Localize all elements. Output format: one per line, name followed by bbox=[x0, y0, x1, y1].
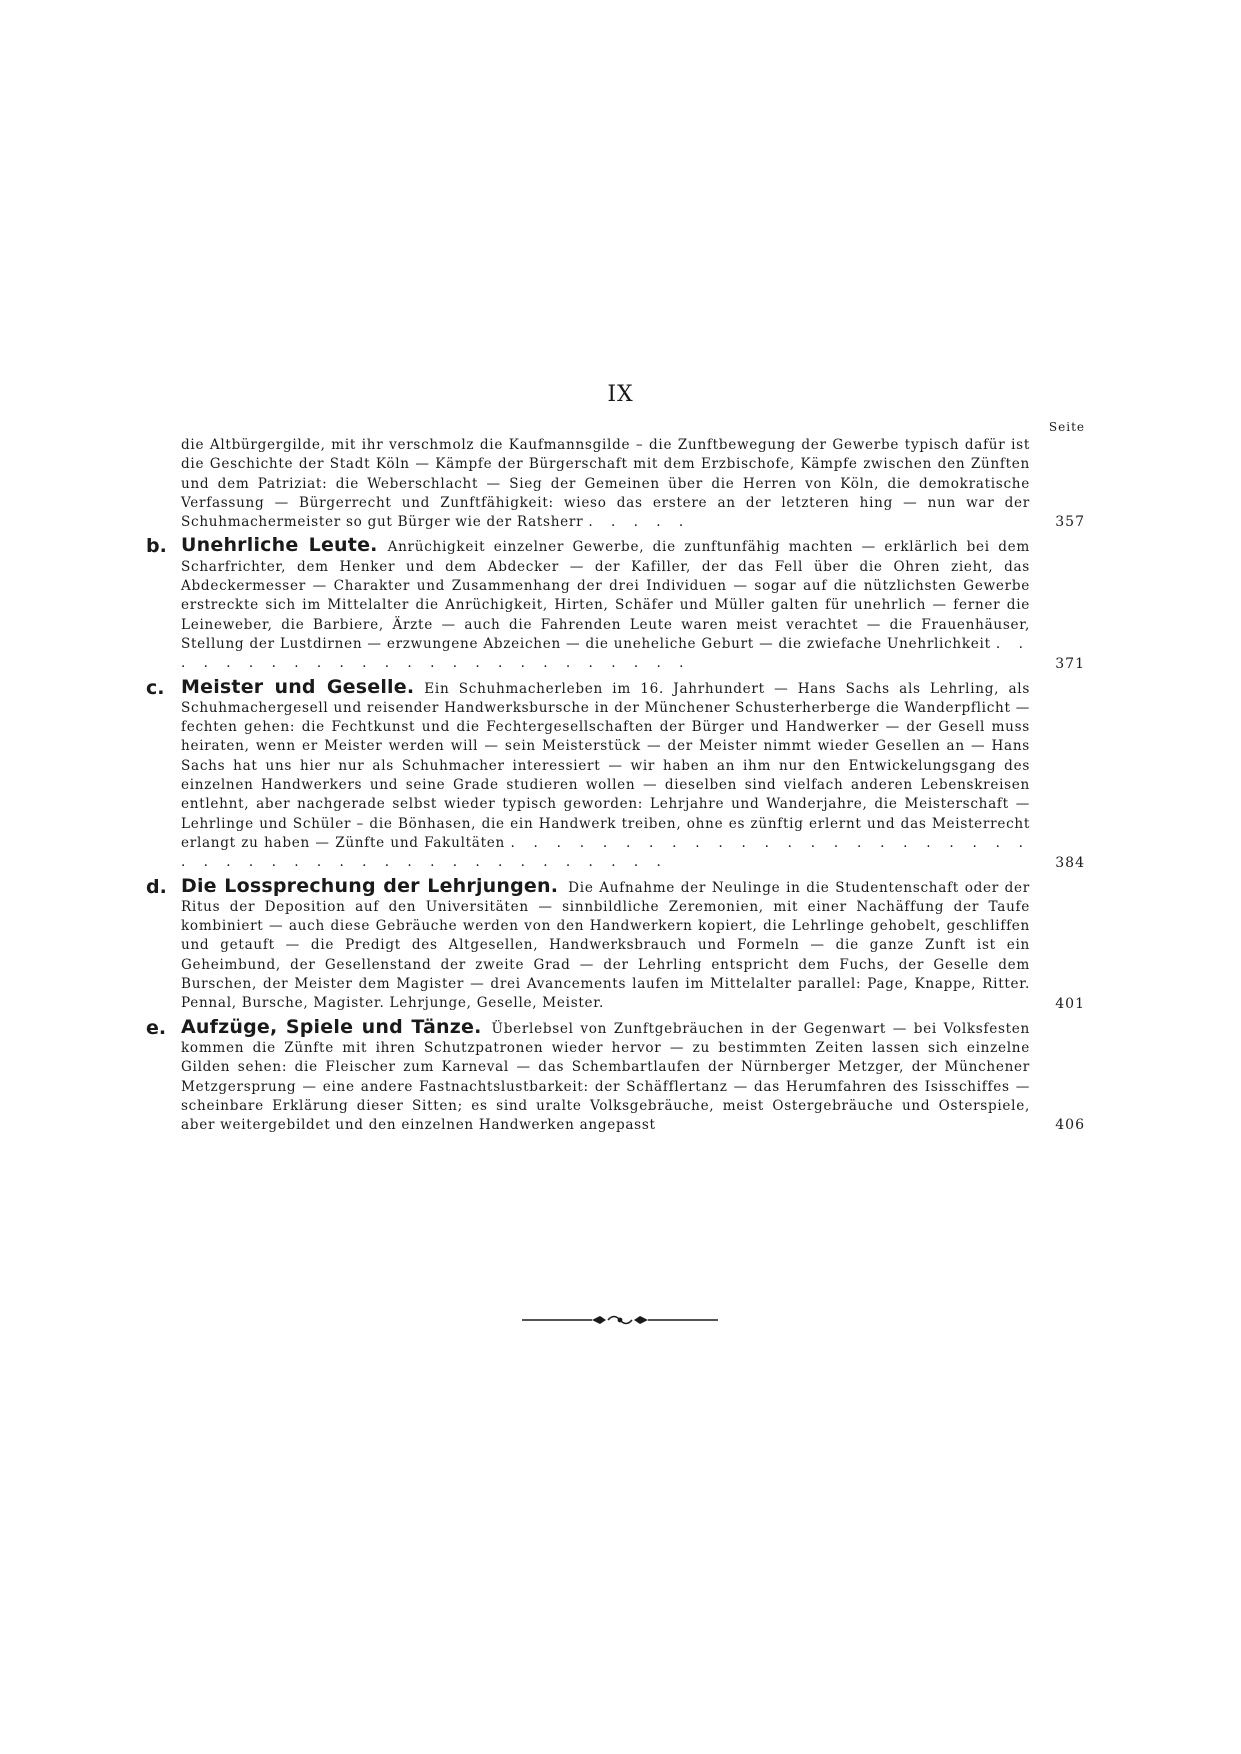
leader-dots: . . . . . . . . . . . . . . . . . . . . . . . . . . . . . . . . . . . . . . . . . . . . . bbox=[181, 834, 1030, 871]
entry-heading: Aufzüge, Spiele und Tänze. bbox=[181, 1015, 482, 1038]
entry-page-number: 401 bbox=[1055, 995, 1085, 1012]
leader-dots: . . . . . bbox=[588, 514, 691, 531]
entry-text: Ein Schuhmacherleben im 16. Jahrhundert — Hans Sachs als Lehrling, als Schuhmachergesell und reisender Handwerksbursche in der Münchener Schusterherberge die Wanderpflicht — fechten gehen: die Fechtkunst und die Fechtergesellschaften der Bürger und Handwerker — der Gesell muss heiraten, wenn er Meister werden will — sein Meisterstück — der Meister nimmt wieder Gesellen an — Hans Sachs hat uns hier nur als Schuhmacher interessiert — wir haben an ihm nur den Entwickelungsgang des einzelnen Handwerkers und seine Grade studieren wollen — dieselben sind vielfach anderen Lebenskreisen entlehnt, aber nachgerade selbst wieder typisch geworden: Lehrjahre und Wanderjahre, die Meisterschaft — Lehrlinge und Schüler – die Bönhasen, die ein Handwerk treiben, ohne es zünftig erlernt und das Meisterrecht erlangt zu haben — Zünfte und Fakultäten bbox=[181, 680, 1030, 851]
entry-letter: b. bbox=[146, 535, 167, 558]
entry-letter: c. bbox=[146, 676, 165, 699]
page-number: IX bbox=[607, 382, 634, 407]
entry-text: Überlebsel von Zunftgebräuchen in der Gegenwart — bei Volksfesten kommen die Zünfte mit ihren Schutzpatronen wieder hervor — zu bestimmten Zeiten lassen sich einzelne Gilden sehen: die Fleischer zum Karneval — das Schembartlaufen der Nürnberger Metzger, der Münchener Metzgersprung — eine andere Fastnachtslustbarkeit: der Schäfflertanz — das Herumfahren des Isisschiffes — scheinbare Erklärung dieser Sitten; es sind uralte Volksgebräuche, meist Ostergebräuche und Osterspiele, aber weitergebildet und den einzelnen Handwerken angepasst bbox=[181, 1020, 1030, 1134]
entry-letter: d. bbox=[146, 875, 167, 898]
entry-body bbox=[181, 536, 1030, 673]
toc-entry-b bbox=[0, 536, 1241, 673]
entry-body bbox=[181, 874, 1030, 1014]
toc-entry-continuation bbox=[0, 434, 1241, 532]
entry-body bbox=[181, 675, 1030, 873]
entry-text: Anrüchigkeit einzelner Gewerbe, die zunftunfähig machten — erklärlich bei dem Scharfrichter, dem Henker und dem Abdecker — der Kafiller, der das Fell über die Ohren zieht, das Abdeckermesser — Charakter und Zusammenhang der drei Individuen — sogar auf die nützlichsten Gewerbe erstreckte sich im Mittelalter die Anrüchigkeit, Hirten, Schäfer und Müller galten für unehrlich — ferner die Leineweber, die Barbiere, Ärzte — auch die Fahrenden Leute waren meist verachtet — die Frauenhäuser, Stellung der Lustdirnen — erzwungene Abzeichen — die uneheliche Geburt — die zwiefache Unehrlichkeit bbox=[181, 539, 1030, 652]
entry-text: Die Aufnahme der Neulinge in die Studentenschaft oder der Ritus der Deposition auf den Universitäten — sinnbildliche Zeremonien, mit einer Nachäffung der Taufe kombiniert — auch diese Gebräuche werden von den Handwerkern kopiert, die Lehrlinge gehobelt, geschliffen und getauft — die Predigt des Altgesellen, Handwerksbrauch und Formeln — die ganze Zunft ist ein Geheimbund, der Gesellenstand der zweite Grad — der Lehrling entspricht dem Fuchs, der Geselle dem Burschen, der Meister dem Magister — drei Avancements laufen im Mittelalter parallel: Page, Knappe, Ritter. Pennal, Bursche, Magister. Lehrjunge, Geselle, Meister. bbox=[181, 879, 1030, 1012]
table-of-contents bbox=[0, 434, 1241, 1139]
entry-body bbox=[181, 1015, 1030, 1136]
entry-letter: e. bbox=[146, 1016, 167, 1039]
leader-dots: . . . . . . . . . . . . . . . . . . . . . . . . . bbox=[181, 635, 1031, 672]
entry-page-number: 406 bbox=[1055, 1117, 1085, 1134]
entry-page-number: 384 bbox=[1055, 854, 1085, 871]
toc-entry-c bbox=[0, 675, 1241, 873]
ornament-divider bbox=[520, 1310, 720, 1330]
toc-entry-e bbox=[0, 1015, 1241, 1136]
entry-page-number: 371 bbox=[1055, 655, 1085, 672]
entry-heading: Unehrliche Leute. bbox=[181, 534, 378, 557]
entry-body bbox=[181, 434, 1030, 532]
entry-heading: Meister und Geselle. bbox=[181, 675, 415, 698]
entry-heading: Die Lossprechung der Lehrjungen. bbox=[181, 874, 559, 897]
entry-text: die Altbürgergilde, mit ihr verschmolz die Kaufmannsgilde – die Zunftbewegung der Gewerbe typisch dafür ist die Geschichte der Stadt Köln — Kämpfe der Bürgerschaft mit dem Erzbischofe, Kämpfe zwischen den Zünften und dem Patriziat: die Weberschlacht — Sieg der Gemeinen über die Herren von Köln, die demokratische Verfassung — Bürgerrecht und Zunftfähigkeit: wieso das erstere an der letzteren hing — nun war der Schuhmachermeister so gut Bürger wie der Ratsherr bbox=[181, 437, 1030, 531]
toc-entry-d bbox=[0, 874, 1241, 1014]
entry-page-number: 357 bbox=[1055, 514, 1085, 531]
page-column-label: Seite bbox=[1048, 420, 1085, 434]
